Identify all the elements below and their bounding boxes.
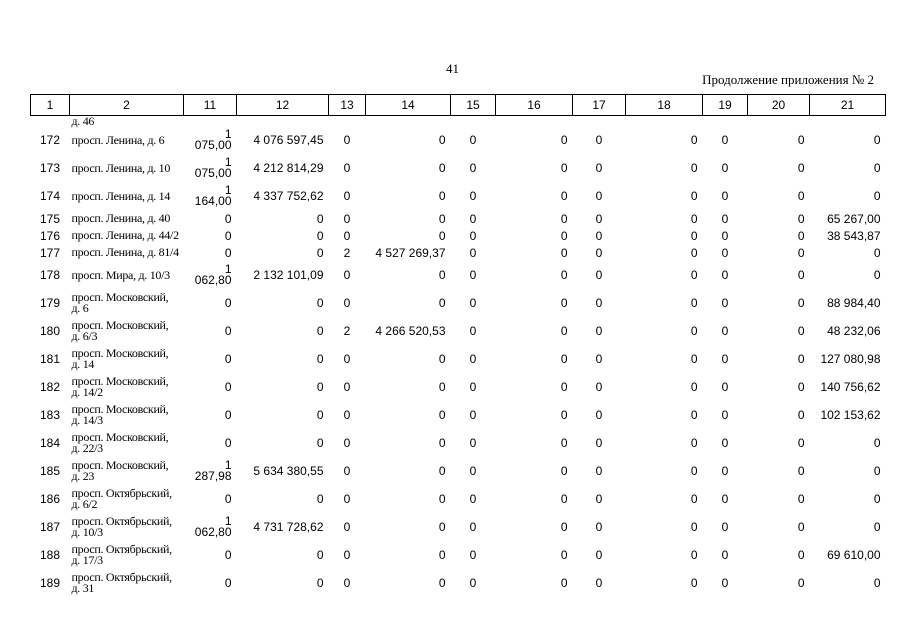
- address-cell: просп. Ленина, д. 10: [71, 160, 171, 175]
- value-cell: 0: [560, 576, 568, 590]
- continuation-label: Продолжение приложения № 2: [702, 72, 874, 87]
- continuation-row: [31, 116, 886, 127]
- address-cell: просп. Ленина, д. 81/4: [71, 245, 179, 259]
- total-cell: 0: [873, 576, 881, 590]
- row-number: 176: [39, 228, 61, 243]
- value-cell: 0: [721, 189, 729, 203]
- value-cell: 0: [690, 189, 698, 203]
- count-cell: 0: [343, 492, 351, 506]
- value-cell: 0: [690, 352, 698, 366]
- value-cell: 0: [797, 228, 805, 243]
- cost-cell: 0: [316, 548, 324, 562]
- count-cell: 0: [343, 161, 351, 175]
- table-row: [31, 182, 886, 210]
- count-cell: 0: [343, 296, 351, 310]
- address-cell: просп. Московский, д. 6: [71, 290, 169, 315]
- value-cell: 0: [690, 245, 698, 260]
- value-cell: 0: [469, 352, 477, 366]
- amount-cell: 0: [438, 133, 446, 147]
- value-cell: 0: [595, 576, 603, 590]
- value-cell: 0: [721, 436, 729, 450]
- value-cell: 0: [469, 548, 477, 562]
- cost-cell: 4 076 597,45: [253, 133, 324, 147]
- row-number: 178: [39, 268, 61, 282]
- table-row: [31, 154, 886, 182]
- address-cell: просп. Московский, д. 14: [71, 346, 169, 371]
- address-cell: просп. Мира, д. 10/3: [71, 267, 170, 282]
- value-cell: 0: [469, 464, 477, 478]
- address-cell: просп. Октябрьский, д. 10/3: [71, 514, 172, 539]
- cost-cell: 5 634 380,55: [253, 464, 324, 478]
- value-cell: 0: [469, 436, 477, 450]
- value-cell: 0: [690, 296, 698, 310]
- value-cell: 0: [560, 492, 568, 506]
- table-row: [31, 485, 886, 513]
- value-cell: 0: [560, 436, 568, 450]
- value-cell: 0: [721, 576, 729, 590]
- total-cell: 38 543,87: [827, 228, 881, 243]
- area-cell: [184, 126, 237, 154]
- row-number: 172: [39, 133, 61, 147]
- area-cell: [184, 261, 237, 289]
- count-cell: 0: [343, 228, 351, 243]
- cost-cell: 0: [316, 324, 324, 338]
- cost-cell: 4 212 814,29: [253, 161, 324, 175]
- amount-cell: 0: [438, 189, 446, 203]
- value-cell: 0: [469, 380, 477, 394]
- amount-cell: 4 527 269,37: [375, 245, 446, 260]
- value-cell: 0: [469, 520, 477, 534]
- value-cell: 0: [560, 228, 568, 243]
- row-number: 183: [39, 408, 61, 422]
- area-cell: [184, 154, 237, 182]
- amount-cell: 0: [438, 576, 446, 590]
- count-cell: 0: [343, 268, 351, 282]
- value-cell: 0: [690, 492, 698, 506]
- address-cell: просп. Ленина, д. 44/2: [71, 228, 179, 242]
- value-cell: 0: [797, 576, 805, 590]
- value-cell: 0: [469, 296, 477, 310]
- value-cell: 0: [797, 520, 805, 534]
- count-cell: 2: [343, 324, 351, 338]
- value-cell: 0: [690, 380, 698, 394]
- address-cell: просп. Ленина, д. 40: [71, 211, 171, 225]
- value-cell: 0: [560, 520, 568, 534]
- value-cell: 0: [595, 245, 603, 260]
- address-cell: просп. Октябрьский, д. 17/3: [71, 542, 172, 567]
- value-cell: 0: [690, 408, 698, 422]
- count-cell: 0: [343, 380, 351, 394]
- value-cell: 0: [690, 436, 698, 450]
- amount-cell: 0: [438, 352, 446, 366]
- value-cell: 0: [797, 464, 805, 478]
- value-cell: 0: [721, 211, 729, 226]
- value-cell: 0: [560, 380, 568, 394]
- cost-cell: 0: [316, 211, 324, 226]
- value-cell: 0: [797, 436, 805, 450]
- table-row: [31, 457, 886, 485]
- value-cell: 0: [595, 296, 603, 310]
- col-header: 11: [184, 95, 237, 116]
- amount-cell: 0: [438, 464, 446, 478]
- address-cell: просп. Октябрьский, д. 6/2: [71, 486, 172, 511]
- count-cell: 0: [343, 189, 351, 203]
- total-cell: 0: [873, 492, 881, 506]
- col-header: 12: [237, 95, 329, 116]
- value-cell: 0: [595, 408, 603, 422]
- row-number: 185: [39, 464, 61, 478]
- col-header: 14: [366, 95, 451, 116]
- value-cell: 0: [469, 324, 477, 338]
- col-header: 17: [573, 95, 626, 116]
- value-cell: 0: [797, 408, 805, 422]
- col-header: 15: [451, 95, 496, 116]
- table-row: [31, 541, 886, 569]
- area-value: 1 062,80: [194, 513, 232, 539]
- table-row: [31, 227, 886, 244]
- address-cell: просп. Октябрьский, д. 31: [71, 570, 172, 595]
- value-cell: 0: [797, 296, 805, 310]
- total-cell: 0: [873, 436, 881, 450]
- value-cell: 0: [469, 268, 477, 282]
- address-cell: д. 46: [71, 114, 95, 128]
- area-cell: 0: [224, 380, 232, 394]
- cost-cell: 0: [316, 436, 324, 450]
- amount-cell: 0: [438, 408, 446, 422]
- amount-cell: 0: [438, 380, 446, 394]
- value-cell: 0: [797, 492, 805, 506]
- value-cell: 0: [797, 380, 805, 394]
- value-cell: 0: [595, 161, 603, 175]
- row-number: 187: [39, 520, 61, 534]
- amount-cell: 0: [438, 161, 446, 175]
- value-cell: 0: [721, 548, 729, 562]
- address-cell: просп. Московский, д. 14/2: [71, 374, 169, 399]
- area-cell: [184, 182, 237, 210]
- value-cell: 0: [721, 161, 729, 175]
- total-cell: 0: [873, 268, 881, 282]
- cost-cell: 0: [316, 245, 324, 260]
- area-cell: 0: [224, 245, 232, 260]
- value-cell: 0: [595, 324, 603, 338]
- area-cell: 0: [224, 211, 232, 226]
- value-cell: 0: [560, 189, 568, 203]
- total-cell: 69 610,00: [827, 548, 881, 562]
- value-cell: 0: [797, 245, 805, 260]
- count-cell: 0: [343, 520, 351, 534]
- count-cell: 0: [343, 211, 351, 226]
- area-cell: 0: [224, 352, 232, 366]
- row-number: 188: [39, 548, 61, 562]
- area-value: 1 164,00: [194, 182, 232, 208]
- row-number: 173: [39, 161, 61, 175]
- value-cell: 0: [469, 211, 477, 226]
- value-cell: 0: [721, 492, 729, 506]
- total-cell: 0: [873, 464, 881, 478]
- amount-cell: 0: [438, 211, 446, 226]
- page-number: 41: [446, 61, 459, 76]
- value-cell: 0: [595, 436, 603, 450]
- row-number: 174: [39, 189, 61, 203]
- value-cell: 0: [721, 408, 729, 422]
- value-cell: 0: [560, 133, 568, 147]
- area-cell: 0: [224, 436, 232, 450]
- cost-cell: 0: [316, 296, 324, 310]
- value-cell: 0: [595, 189, 603, 203]
- value-cell: 0: [690, 324, 698, 338]
- value-cell: 0: [721, 133, 729, 147]
- cost-cell: 4 337 752,62: [253, 189, 324, 203]
- value-cell: 0: [560, 352, 568, 366]
- value-cell: 0: [469, 576, 477, 590]
- value-cell: 0: [560, 296, 568, 310]
- value-cell: 0: [690, 464, 698, 478]
- count-cell: 0: [343, 436, 351, 450]
- col-header: 13: [329, 95, 366, 116]
- value-cell: 0: [469, 189, 477, 203]
- table-row: [31, 513, 886, 541]
- value-cell: 0: [721, 520, 729, 534]
- row-number: 184: [39, 436, 61, 450]
- address-cell: просп. Московский, д. 23: [71, 458, 169, 483]
- value-cell: 0: [690, 520, 698, 534]
- area-cell: 0: [224, 576, 232, 590]
- count-cell: 0: [343, 408, 351, 422]
- value-cell: 0: [469, 408, 477, 422]
- amount-cell: 0: [438, 520, 446, 534]
- value-cell: 0: [595, 352, 603, 366]
- value-cell: 0: [690, 211, 698, 226]
- table-row: [31, 429, 886, 457]
- value-cell: 0: [595, 268, 603, 282]
- cost-cell: 0: [316, 380, 324, 394]
- cost-cell: 0: [316, 492, 324, 506]
- table-row: [31, 317, 886, 345]
- value-cell: 0: [469, 492, 477, 506]
- address-cell: просп. Ленина, д. 14: [71, 188, 171, 203]
- cost-cell: 4 731 728,62: [253, 520, 324, 534]
- total-cell: 102 153,62: [820, 408, 881, 422]
- area-cell: 0: [224, 228, 232, 243]
- address-cell: просп. Ленина, д. 6: [71, 132, 165, 147]
- value-cell: 0: [797, 189, 805, 203]
- value-cell: 0: [469, 228, 477, 243]
- table-row: [31, 126, 886, 154]
- value-cell: 0: [721, 464, 729, 478]
- value-cell: 0: [560, 161, 568, 175]
- value-cell: 0: [595, 520, 603, 534]
- header-row: [31, 95, 886, 116]
- value-cell: 0: [721, 380, 729, 394]
- area-value: 1 075,00: [194, 126, 232, 152]
- area-cell: 0: [224, 296, 232, 310]
- value-cell: 0: [560, 324, 568, 338]
- value-cell: 0: [595, 380, 603, 394]
- value-cell: 0: [797, 352, 805, 366]
- value-cell: 0: [690, 576, 698, 590]
- value-cell: 0: [560, 464, 568, 478]
- count-cell: 0: [343, 548, 351, 562]
- count-cell: 0: [343, 133, 351, 147]
- value-cell: 0: [595, 548, 603, 562]
- value-cell: 0: [560, 211, 568, 226]
- value-cell: 0: [469, 161, 477, 175]
- table-row: [31, 569, 886, 597]
- count-cell: 0: [343, 352, 351, 366]
- amount-cell: 0: [438, 436, 446, 450]
- col-header: 19: [703, 95, 748, 116]
- row-number: 181: [39, 352, 61, 366]
- total-cell: 0: [873, 189, 881, 203]
- area-cell: [184, 513, 237, 541]
- address-cell: просп. Московский, д. 14/3: [71, 402, 169, 427]
- table-row: [31, 373, 886, 401]
- area-cell: 0: [224, 408, 232, 422]
- row-number: 175: [39, 211, 61, 226]
- table-row: [31, 289, 886, 317]
- cost-cell: 0: [316, 408, 324, 422]
- area-value: 1 075,00: [194, 154, 232, 180]
- row-number: 186: [39, 492, 61, 506]
- value-cell: 0: [690, 548, 698, 562]
- value-cell: 0: [690, 228, 698, 243]
- value-cell: 0: [595, 492, 603, 506]
- area-cell: 0: [224, 492, 232, 506]
- value-cell: 0: [560, 408, 568, 422]
- total-cell: 0: [873, 245, 881, 260]
- total-cell: 0: [873, 133, 881, 147]
- total-cell: 0: [873, 161, 881, 175]
- amount-cell: 0: [438, 268, 446, 282]
- value-cell: 0: [595, 211, 603, 226]
- value-cell: 0: [560, 268, 568, 282]
- value-cell: 0: [560, 245, 568, 260]
- value-cell: 0: [469, 133, 477, 147]
- total-cell: 0: [873, 520, 881, 534]
- area-cell: 0: [224, 548, 232, 562]
- total-cell: 127 080,98: [820, 352, 881, 366]
- value-cell: 0: [595, 133, 603, 147]
- value-cell: 0: [469, 245, 477, 260]
- table-row: [31, 401, 886, 429]
- row-number: 182: [39, 380, 61, 394]
- total-cell: 140 756,62: [820, 380, 881, 394]
- address-cell: просп. Московский, д. 6/3: [71, 318, 169, 343]
- area-value: 1 287,98: [194, 457, 232, 483]
- col-header: 16: [496, 95, 573, 116]
- col-header: 21: [810, 95, 886, 116]
- table-row: [31, 244, 886, 261]
- total-cell: 65 267,00: [827, 211, 881, 226]
- count-cell: 0: [343, 464, 351, 478]
- amount-cell: 0: [438, 296, 446, 310]
- count-cell: 0: [343, 576, 351, 590]
- value-cell: 0: [721, 324, 729, 338]
- value-cell: 0: [721, 228, 729, 243]
- count-cell: 2: [343, 245, 351, 260]
- value-cell: 0: [721, 245, 729, 260]
- total-cell: 88 984,40: [827, 296, 881, 310]
- row-number: 180: [39, 324, 61, 338]
- table-row: [31, 210, 886, 227]
- row-number: 179: [39, 296, 61, 310]
- col-header: 18: [626, 95, 703, 116]
- amount-cell: 0: [438, 548, 446, 562]
- value-cell: 0: [721, 296, 729, 310]
- amount-cell: 0: [438, 492, 446, 506]
- value-cell: 0: [690, 133, 698, 147]
- value-cell: 0: [797, 324, 805, 338]
- cost-cell: 0: [316, 576, 324, 590]
- value-cell: 0: [797, 133, 805, 147]
- value-cell: 0: [797, 268, 805, 282]
- cost-cell: 0: [316, 228, 324, 243]
- row-number: 189: [39, 576, 61, 590]
- value-cell: 0: [797, 161, 805, 175]
- area-value: 1 062,80: [194, 261, 232, 287]
- value-cell: 0: [721, 268, 729, 282]
- col-header: 2: [70, 95, 184, 116]
- value-cell: 0: [560, 548, 568, 562]
- value-cell: 0: [595, 464, 603, 478]
- value-cell: 0: [797, 548, 805, 562]
- value-cell: 0: [690, 268, 698, 282]
- cost-cell: 2 132 101,09: [253, 268, 324, 282]
- amount-cell: 0: [438, 228, 446, 243]
- address-cell: просп. Московский, д. 22/3: [71, 430, 169, 455]
- value-cell: 0: [595, 228, 603, 243]
- table-row: [31, 261, 886, 289]
- col-header: 20: [748, 95, 810, 116]
- amount-cell: 4 266 520,53: [375, 324, 446, 338]
- area-cell: [184, 457, 237, 485]
- cost-cell: 0: [316, 352, 324, 366]
- table-row: [31, 345, 886, 373]
- data-table: [30, 94, 886, 597]
- row-number: 177: [39, 245, 61, 260]
- value-cell: 0: [721, 352, 729, 366]
- area-cell: 0: [224, 324, 232, 338]
- col-header: 1: [31, 95, 70, 116]
- value-cell: 0: [690, 161, 698, 175]
- value-cell: 0: [797, 211, 805, 226]
- total-cell: 48 232,06: [827, 324, 881, 338]
